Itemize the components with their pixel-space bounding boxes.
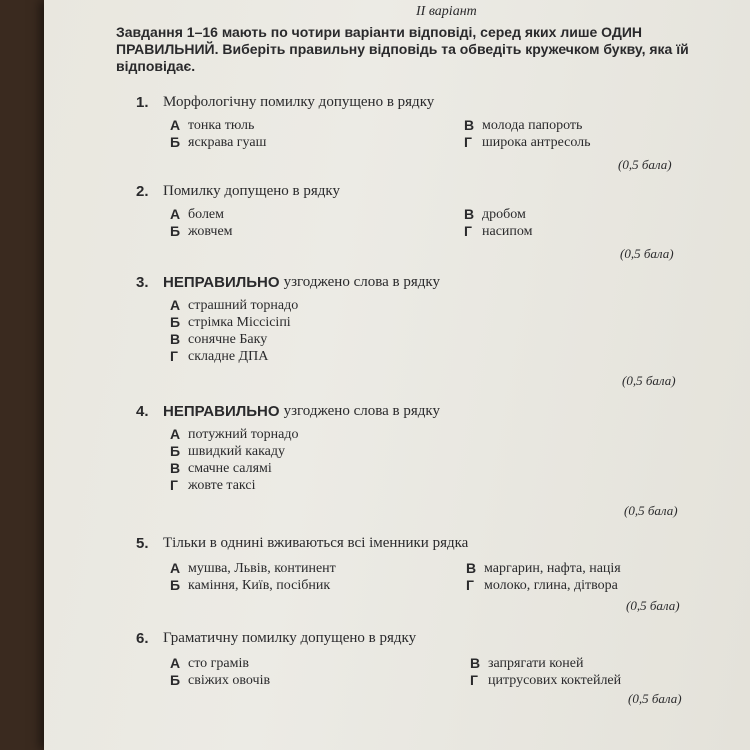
option-g[interactable]: Г широка антресоль xyxy=(464,134,591,150)
score-label: (0,5 бала) xyxy=(626,598,680,613)
option-b[interactable]: Б свіжих овочів xyxy=(170,672,271,688)
question-text: Тільки в однині вживаються всі іменники рядка xyxy=(163,535,469,551)
question-3 xyxy=(136,274,736,364)
option-b[interactable]: Б каміння, Київ, посібник xyxy=(170,577,331,593)
question-number: 4. xyxy=(136,403,149,420)
question-text: Помилку допущено в рядку xyxy=(163,183,340,199)
option-g[interactable]: Г молоко, глина, дітвора xyxy=(466,577,618,593)
option-a[interactable]: А потужний торнадо xyxy=(170,426,299,442)
question-text: узгоджено слова в рядку xyxy=(283,274,440,290)
question-5 xyxy=(136,535,736,593)
score-label: (0,5 бала) xyxy=(620,246,674,261)
score-label: (0,5 бала) xyxy=(622,373,676,388)
option-g[interactable]: Г жовте таксі xyxy=(170,477,256,493)
option-a[interactable]: А тонка тюль xyxy=(170,117,255,133)
option-g[interactable]: Г складне ДПА xyxy=(170,348,269,364)
question-6 xyxy=(136,630,736,688)
option-a[interactable]: А болем xyxy=(170,206,224,222)
instruction-text: Завдання 1–16 мають по чотири варіанти відповіді, серед яких лише ОДИН ПРАВИЛЬНИЙ. Виберіть правильну відповідь та обведіть кружечком букву, яка їй відповідає. xyxy=(116,24,689,74)
option-v[interactable]: В дробом xyxy=(464,206,526,222)
question-number: 5. xyxy=(136,535,149,552)
question-text: Морфологічну помилку допущено в рядку xyxy=(163,94,435,110)
score-label: (0,5 бала) xyxy=(624,503,678,518)
question-4 xyxy=(136,403,736,493)
variant-label: II варіант xyxy=(416,4,477,19)
question-number: 2. xyxy=(136,183,149,200)
option-v[interactable]: В запрягати коней xyxy=(470,655,584,671)
option-a[interactable]: А мушва, Львів, континент xyxy=(170,560,336,576)
option-v[interactable]: В маргарин, нафта, нація xyxy=(466,560,621,576)
question-number: 6. xyxy=(136,630,149,647)
question-text: Граматичну помилку допущено в рядку xyxy=(163,630,417,646)
question-number: 1. xyxy=(136,94,149,111)
option-a[interactable]: А страшний торнадо xyxy=(170,297,299,313)
option-g[interactable]: Г цитрусових коктейлей xyxy=(470,672,622,688)
question-1 xyxy=(136,94,736,150)
question-2 xyxy=(136,183,736,239)
exam-page xyxy=(44,0,750,750)
score-label: (0,5 бала) xyxy=(618,157,672,172)
option-a[interactable]: А сто грамів xyxy=(170,655,249,671)
option-b[interactable]: Б стрімка Міссісіпі xyxy=(170,314,291,330)
option-b[interactable]: Б швидкий какаду xyxy=(170,443,286,459)
option-g[interactable]: Г насипом xyxy=(464,223,533,239)
option-b[interactable]: Б жовчем xyxy=(170,223,233,239)
question-text: узгоджено слова в рядку xyxy=(283,403,440,419)
score-label: (0,5 бала) xyxy=(628,691,682,706)
option-b[interactable]: Б яскрава гуаш xyxy=(170,134,267,150)
question-emphasis: НЕПРАВИЛЬНО xyxy=(163,403,280,420)
option-v[interactable]: В сонячне Баку xyxy=(170,331,268,347)
question-emphasis: НЕПРАВИЛЬНО xyxy=(163,274,280,291)
option-v[interactable]: В смачне салямі xyxy=(170,460,272,476)
option-v[interactable]: В молода папороть xyxy=(464,117,583,133)
question-number: 3. xyxy=(136,274,149,291)
